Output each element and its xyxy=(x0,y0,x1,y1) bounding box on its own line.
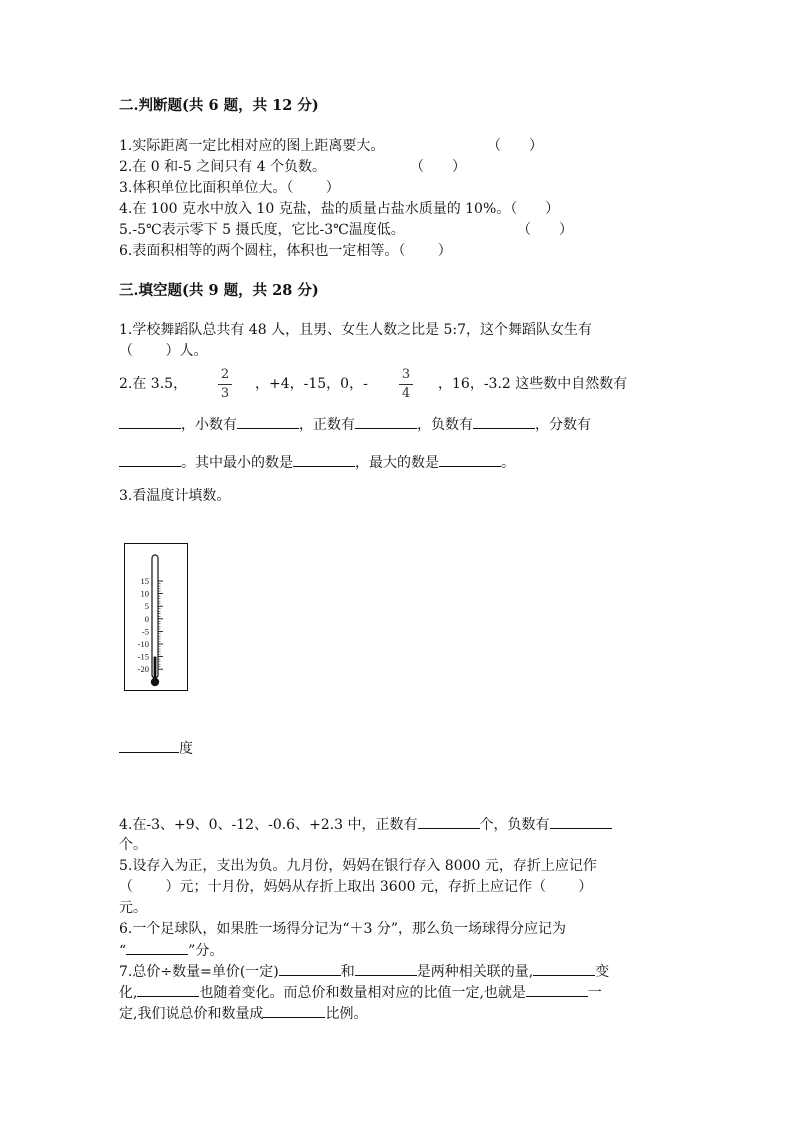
fill-q7-line2 xyxy=(119,982,602,1003)
judge-item-4: 4.在 100 克水中放入 10 克盐，盐的质量占盐水质量的 10%。（ ） xyxy=(119,201,560,217)
fraction-three-quarters xyxy=(397,367,415,402)
tick-label: 0 xyxy=(144,613,149,624)
fill-q2-prefix: 2.在 3.5， xyxy=(119,376,188,392)
fill-q5-line1: 5.设存入为正，支出为负。九月份，妈妈在银行存入 8000 元，存折上应记作 xyxy=(119,858,597,874)
tick-label: 5 xyxy=(144,601,149,612)
fill-q7-text: 定,我们说总价和数量成 xyxy=(119,1006,264,1022)
answer-blank[interactable] xyxy=(279,961,341,976)
fill-q1-line2: （ ）人。 xyxy=(119,343,208,359)
section2-heading: 二.判断题(共 6 题，共 12 分) xyxy=(119,97,319,114)
answer-blank[interactable] xyxy=(533,961,595,976)
answer-blank[interactable] xyxy=(439,452,501,467)
answer-blank[interactable] xyxy=(550,814,612,829)
answer-blank[interactable] xyxy=(126,940,188,955)
thermometer-bulb xyxy=(151,678,159,686)
unit-label: 度 xyxy=(179,741,193,757)
tick-label: -5 xyxy=(141,626,149,637)
fill-q2-text: ，负数有 xyxy=(417,417,473,433)
fill-q6-text: ”分。 xyxy=(188,943,224,959)
judge-item-1: 1.实际距离一定比相对应的图上距离要大。 xyxy=(119,138,385,154)
fraction-numerator: 3 xyxy=(401,367,411,382)
answer-blank[interactable] xyxy=(119,738,179,753)
fill-q2-text: ，小数有 xyxy=(181,417,237,433)
answer-blank[interactable] xyxy=(355,414,417,429)
judge-item-5: 5.-5℃表示零下 5 摄氏度，它比-3℃温度低。 xyxy=(119,222,405,238)
judge-item-3: 3.体积单位比面积单位大。（ ） xyxy=(119,180,340,196)
fill-q2-text: ，最大的数是 xyxy=(355,455,439,471)
answer-blank[interactable] xyxy=(418,814,480,829)
tick-label: -10 xyxy=(137,639,149,649)
judge-item-2-paren[interactable]: （ ） xyxy=(410,159,466,175)
fraction-denominator: 4 xyxy=(401,386,411,401)
thermometer-figure xyxy=(124,543,188,691)
tick-label: 15 xyxy=(140,576,149,586)
fill-q2-line3 xyxy=(119,452,515,473)
fill-q1-line1: 1.学校舞蹈队总共有 48 人，且男、女生人数之比是 5:7，这个舞蹈队女生有 xyxy=(119,322,593,338)
answer-blank[interactable] xyxy=(263,1003,325,1018)
fill-q4-line2: 个。 xyxy=(119,837,147,853)
fraction-numerator: 2 xyxy=(220,367,230,382)
fill-q4-text: 个，负数有 xyxy=(479,817,550,833)
answer-blank[interactable] xyxy=(473,414,535,429)
thermometer-icon xyxy=(125,544,186,689)
answer-blank[interactable] xyxy=(293,452,355,467)
judge-item-2: 2.在 0 和-5 之间只有 4 个负数。 xyxy=(119,159,327,175)
fill-q7-text: 和 xyxy=(340,964,355,980)
fill-q2-line2 xyxy=(119,414,591,435)
answer-blank[interactable] xyxy=(119,414,181,429)
section3-heading: 三.填空题(共 9 题，共 28 分) xyxy=(119,282,319,299)
answer-blank[interactable] xyxy=(237,414,299,429)
tick-label: -20 xyxy=(137,664,149,675)
thermometer-mercury xyxy=(154,657,157,680)
fill-q7-line1 xyxy=(119,961,609,982)
fill-q5-line3: 元。 xyxy=(119,900,147,916)
fill-q2-text: 。 xyxy=(501,455,515,471)
fraction-denominator: 3 xyxy=(220,386,230,401)
fill-q2-suffix: ，16，-3.2 这些数中自然数有 xyxy=(438,376,628,392)
fill-q2-text: 。其中最小的数是 xyxy=(181,455,293,471)
fill-q7-text: 一 xyxy=(587,985,602,1001)
fill-q7-text: 7.总价÷数量=单价(一定) xyxy=(119,964,279,980)
fill-q7-line3 xyxy=(119,1003,367,1024)
fill-q7-text: 化, xyxy=(119,985,138,1001)
answer-blank[interactable] xyxy=(119,452,181,467)
tick-label: -15 xyxy=(137,651,149,662)
judge-item-1-paren[interactable]: （ ） xyxy=(487,138,543,154)
fraction-two-thirds xyxy=(216,367,234,402)
fill-q2-text: ，分数有 xyxy=(535,417,591,433)
fill-q2-text: ，正数有 xyxy=(299,417,355,433)
answer-blank[interactable] xyxy=(355,961,417,976)
answer-blank[interactable] xyxy=(137,982,199,997)
fill-q7-text: 变 xyxy=(595,964,610,980)
fill-q2-middle: ，+4，-15，0，- xyxy=(255,376,368,392)
answer-blank[interactable] xyxy=(526,982,588,997)
fill-q7-text: 比例。 xyxy=(325,1006,368,1022)
tick-label: 10 xyxy=(140,588,149,599)
fill-q4-line1 xyxy=(119,814,612,835)
fill-q6-text: “ xyxy=(119,943,127,959)
fill-q5-line2: （ ）元；十月份，妈妈从存折上取出 3600 元，存折上应记作（ ） xyxy=(119,879,593,895)
fill-q3-text: 3.看温度计填数。 xyxy=(119,488,231,504)
judge-item-6: 6.表面积相等的两个圆柱，体积也一定相等。（ ） xyxy=(119,243,452,259)
fill-q4-text: 4.在-3、+9、0、-12、-0.6、+2.3 中，正数有 xyxy=(119,817,418,833)
fill-q7-text: 是两种相关联的量, xyxy=(416,964,534,980)
fill-q7-text: 也随着变化。而总价和数量相对应的比值一定,也就是 xyxy=(199,985,526,1001)
fill-q3-answer xyxy=(119,738,193,759)
fill-q6-line1: 6.一个足球队，如果胜一场得分记为“＋3 分”，那么负一场球得分应记为 xyxy=(119,921,567,937)
fill-q6-line2 xyxy=(119,940,223,961)
judge-item-5-paren[interactable]: （ ） xyxy=(517,222,573,238)
